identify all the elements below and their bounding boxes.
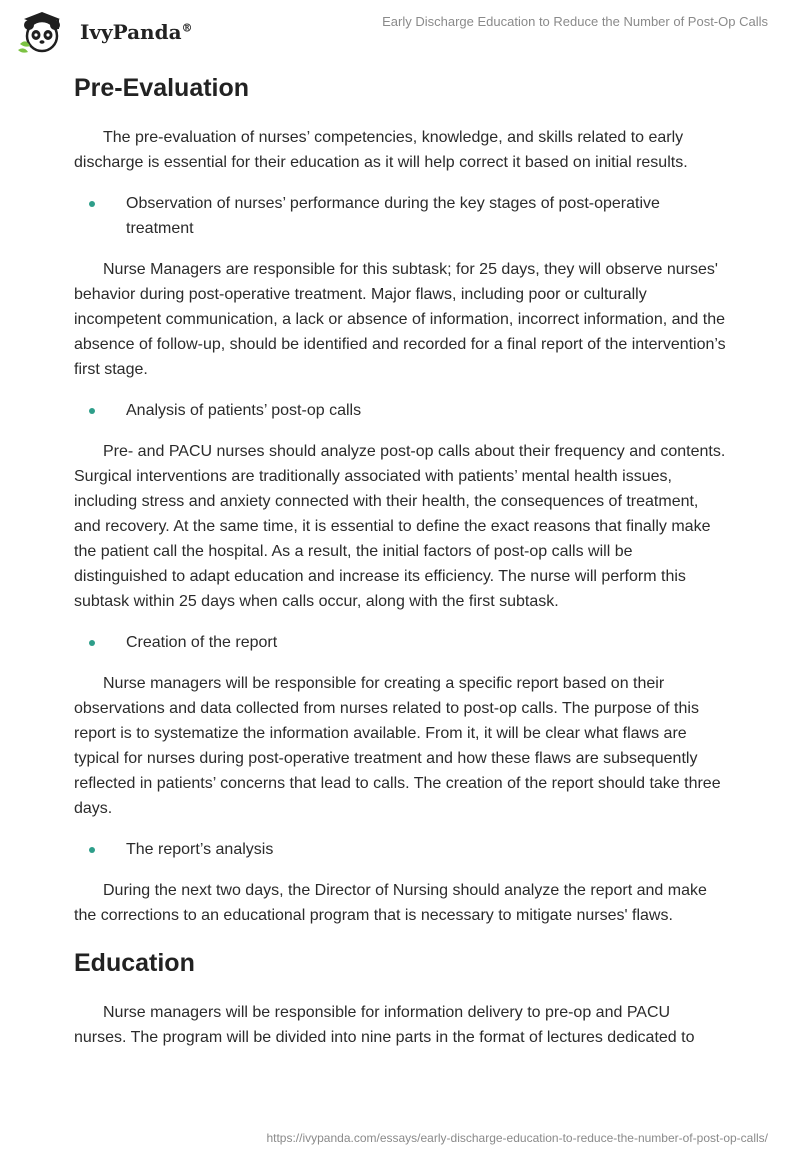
source-url-link[interactable]: https://ivypanda.com/essays/early-discharge-education-to-reduce-the-number-of-post-op-calls/ bbox=[266, 1131, 768, 1145]
ivypanda-logo[interactable] bbox=[16, 8, 206, 54]
bullet-icon bbox=[89, 847, 95, 853]
panda-mascot-icon bbox=[16, 10, 68, 54]
bullet-icon bbox=[89, 408, 95, 414]
document-title: Early Discharge Education to Reduce the Number of Post-Op Calls bbox=[382, 14, 768, 29]
list-item-analysis-calls bbox=[74, 398, 726, 423]
list-item-report-creation bbox=[74, 630, 726, 655]
logo-wordmark: IvyPanda® bbox=[80, 20, 193, 44]
paragraph-intro: The pre-evaluation of nurses’ competencies, knowledge, and skills related to early discharge is essential for their education as it will help correct it based on initial results. bbox=[74, 129, 688, 171]
list-item-observation bbox=[74, 191, 726, 241]
bullet-icon bbox=[89, 201, 95, 207]
bullet-icon bbox=[89, 640, 95, 646]
paragraph-report-analysis: During the next two days, the Director of Nursing should analyze the report and make the corrections to an educational program that is necessary to mitigate nurses' flaws. bbox=[74, 882, 707, 924]
list-item-label: The report’s analysis bbox=[126, 841, 274, 858]
paragraph-report-creation: Nurse managers will be responsible for creating a specific report based on their observations and data collected from nurses related to post-op calls. The purpose of this report is to systematize the information available. From it, it will be clear what flaws are typical for nurses during post-operative treatment and how these flaws are subsequently reflected in patients’ concerns that lead to calls. The creation of the report should take three days. bbox=[74, 675, 721, 817]
list-item-label: Analysis of patients’ post-op calls bbox=[126, 402, 362, 419]
section-heading-education: Education bbox=[74, 949, 195, 977]
essay-body bbox=[74, 72, 726, 1050]
list-item-report-analysis bbox=[74, 837, 726, 862]
section-heading-pre-evaluation: Pre-Evaluation bbox=[74, 74, 250, 102]
paragraph-analysis-calls: Pre- and PACU nurses should analyze post-op calls about their frequency and contents. Surgical interventions are traditionally associated with patients’ mental health issues, including stress and anxiety connected with their health, the consequences of treatment, and recovery. At the same time, it is essential to define the exact reasons that finally make the patient call the hospital. As a result, the initial factors of post-op calls will be distinguished to adapt education and increase its efficiency. The nurse will perform this subtask within 25 days when calls occur, along with the first subtask. bbox=[74, 443, 726, 610]
paragraph-education: Nurse managers will be responsible for information delivery to pre-op and PACU nurses. The program will be divided into nine parts in the format of lectures dedicated to bbox=[74, 1004, 695, 1046]
list-item-label: Creation of the report bbox=[126, 634, 278, 651]
paragraph-observation: Nurse Managers are responsible for this subtask; for 25 days, they will observe nurses' behavior during post-operative treatment. Major flaws, including poor or culturally incompetent communication, a lack or absence of information, incorrect information, and the absence of follow-up, should be identified and recorded for a final report of the intervention’s first stage. bbox=[74, 261, 726, 378]
page-header bbox=[0, 0, 800, 60]
list-item-label: Observation of nurses’ performance during the key stages of post-operative treatment bbox=[126, 195, 660, 237]
